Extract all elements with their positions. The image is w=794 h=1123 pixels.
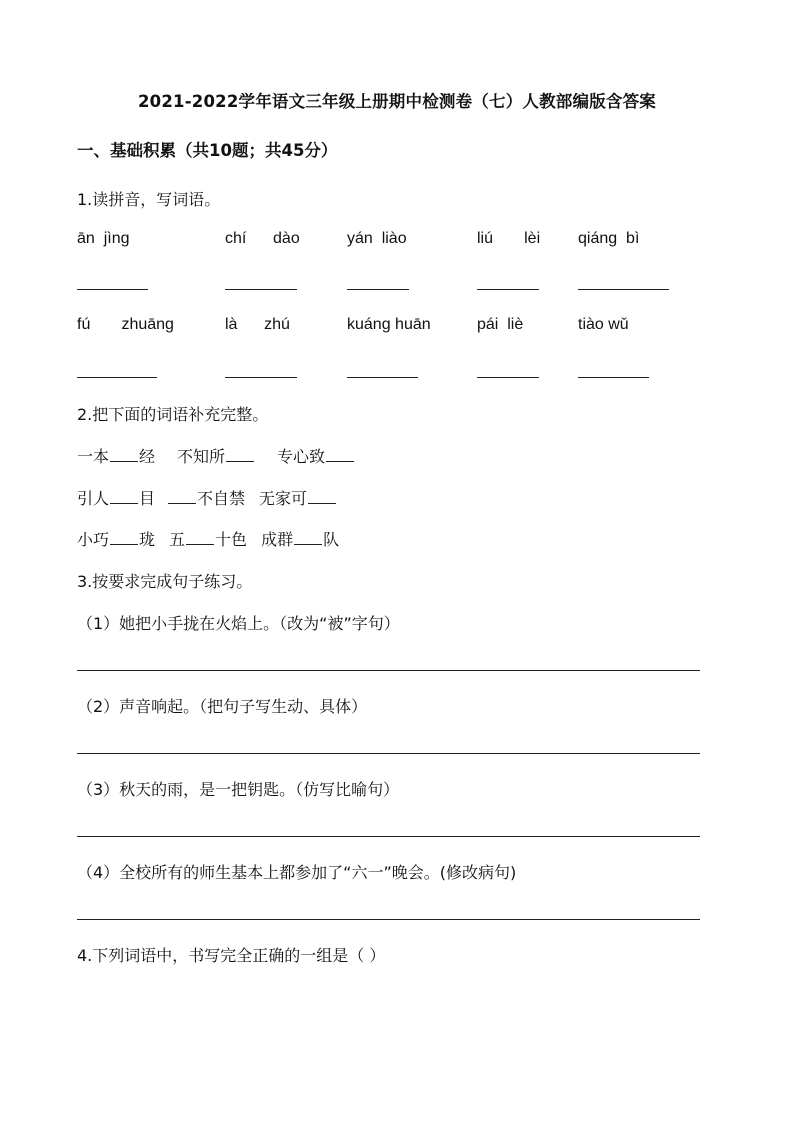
idiom-blank[interactable] — [110, 489, 138, 504]
idiom-blank[interactable] — [294, 530, 322, 545]
sentence-task-4: （4）全校所有的师生基本上都参加了“六一”晚会。(修改病句) — [77, 863, 517, 882]
idiom-blank[interactable] — [110, 447, 138, 462]
idiom-text: 不自禁 — [197, 489, 246, 508]
pinyin-anjing: ān jìng — [77, 230, 130, 247]
pinyin-pailie: pái liè — [477, 316, 524, 333]
idiom-blank[interactable] — [186, 530, 214, 545]
answer-blank[interactable] — [477, 289, 539, 290]
idiom-text: 珑 — [139, 530, 156, 549]
answer-blank[interactable] — [578, 289, 669, 290]
idiom-text: 不知所 — [177, 447, 226, 466]
idiom-text: 经 — [139, 447, 156, 466]
answer-blank[interactable] — [578, 377, 649, 378]
question-2-prompt: 2.把下面的词语补充完整。 — [77, 405, 269, 424]
answer-blank[interactable] — [347, 377, 418, 378]
idiom-text: 目 — [139, 489, 156, 508]
sentence-task-2: （2）声音响起。（把句子写生动、具体） — [77, 697, 368, 716]
answer-line[interactable] — [77, 670, 700, 671]
idiom-blank[interactable] — [308, 489, 336, 504]
answer-line[interactable] — [77, 919, 700, 920]
idiom-row-2 — [77, 486, 337, 509]
idiom-text: 无家可 — [259, 489, 308, 508]
pinyin-tiaowu: tiào wǔ — [578, 316, 629, 333]
pinyin-kuanghuan: kuáng huān — [347, 316, 431, 333]
pinyin-liulei: liú lèi — [477, 230, 541, 247]
idiom-row-1 — [77, 444, 355, 467]
idiom-blank[interactable] — [110, 530, 138, 545]
answer-blank[interactable] — [225, 289, 297, 290]
answer-line[interactable] — [77, 836, 700, 837]
idiom-text: 成群 — [261, 530, 294, 549]
answer-blank[interactable] — [225, 377, 297, 378]
idiom-text: 小巧 — [77, 530, 110, 549]
pinyin-yanliao: yán liào — [347, 230, 407, 247]
pinyin-chidao: chí dào — [225, 230, 300, 247]
idiom-text: 队 — [323, 530, 340, 549]
idiom-text: 专心致 — [277, 447, 326, 466]
idiom-text: 引人 — [77, 489, 110, 508]
idiom-blank[interactable] — [168, 489, 196, 504]
section-heading: 一、基础积累（共10题；共45分） — [77, 141, 338, 160]
question-3-prompt: 3.按要求完成句子练习。 — [77, 572, 253, 591]
answer-blank[interactable] — [77, 289, 148, 290]
page-title: 2021-2022学年语文三年级上册期中检测卷（七）人教部编版含答案 — [138, 92, 656, 111]
idiom-blank[interactable] — [226, 447, 254, 462]
question-4-prompt: 4.下列词语中，书写完全正确的一组是（ ） — [77, 946, 386, 965]
answer-blank[interactable] — [347, 289, 409, 290]
pinyin-qiangbi: qiáng bì — [578, 230, 640, 247]
idiom-text: 五 — [169, 530, 186, 549]
idiom-row-3 — [77, 527, 339, 550]
question-1-prompt: 1.读拼音，写词语。 — [77, 190, 221, 209]
answer-blank[interactable] — [477, 377, 539, 378]
idiom-text: 一本 — [77, 447, 110, 466]
idiom-blank[interactable] — [326, 447, 354, 462]
sentence-task-1: （1）她把小手拢在火焰上。（改为“被”字句） — [77, 614, 400, 633]
answer-blank[interactable] — [77, 377, 157, 378]
idiom-text: 十色 — [215, 530, 248, 549]
pinyin-fuzhuang: fú zhuāng — [77, 316, 174, 333]
pinyin-lazhu: là zhú — [225, 316, 290, 333]
answer-line[interactable] — [77, 753, 700, 754]
sentence-task-3: （3）秋天的雨，是一把钥匙。（仿写比喻句） — [77, 780, 400, 799]
